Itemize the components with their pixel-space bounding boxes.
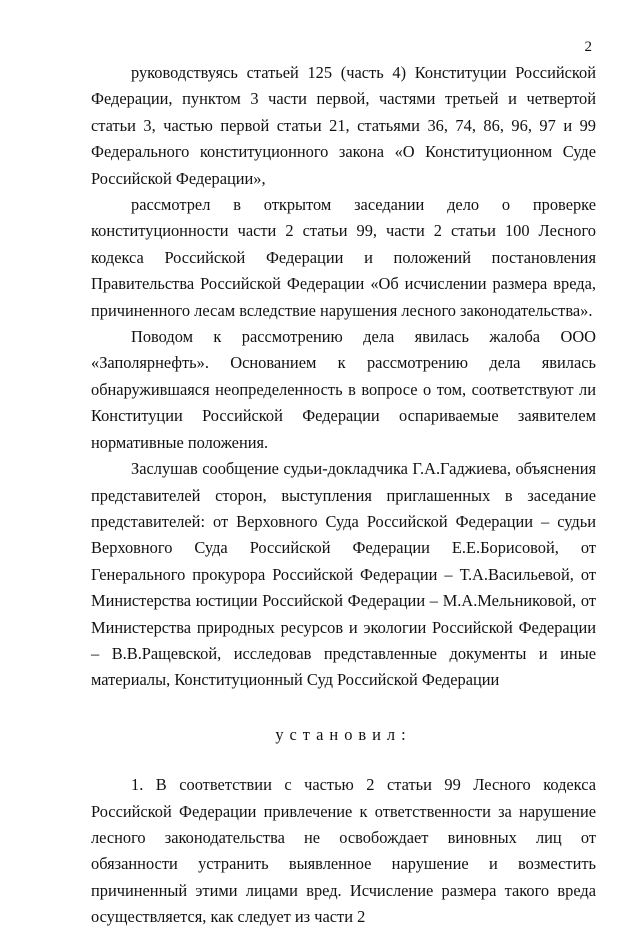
page-number: 2 — [584, 39, 592, 55]
section-heading-established: установил: — [275, 724, 412, 744]
paragraph-grounds: Поводом к рассмотрению дела явилась жалоба ООО «Заполярнефть». Основанием к рассмотрению дела явилась обнаружившаяся неопределенность в вопросе о том, соответствуют ли Конституции Российской Федерации оспариваемые заявителем нормативные положения. — [91, 327, 596, 452]
document-body — [91, 60, 596, 931]
paragraph-case-subject: рассмотрел в открытом заседании дело о проверке конституционности части 2 статьи 99, части 2 статьи 100 Лесного кодекса Российской Федерации и положений постановления Правительства Российской Федерации «Об исчислении размера вреда, причиненного лесам вследствие нарушения лесного законодательства». — [91, 195, 596, 320]
paragraph-legal-basis: руководствуясь статьей 125 (часть 4) Конституции Российской Федерации, пунктом 3 части первой, частями третьей и четвертой статьи 3, частью первой статьи 21, статьями 36, 74, 86, 96, 97 и 99 Федерального конституционного закона «О Конституционном Суде Российской Федерации», — [91, 63, 596, 188]
paragraph-hearing-participants: Заслушав сообщение судьи-докладчика Г.А.Гаджиева, объяснения представителей сторон, выступления приглашенных в заседание представителей: от Верховного Суда Российской Федерации – судьи Верховного Суда Российской Федерации Е.Е.Борисовой, от Генерального прокурора Российской Федерации – Т.А.Васильевой, от Министерства юстиции Российской Федерации – М.А.Мельниковой, от Министерства природных ресурсов и экологии Российской Федерации – В.В.Ращевской, исследовав представленные документы и иные материалы, Конституционный Суд Российской Федерации — [91, 459, 596, 690]
paragraph-point-1: 1. В соответствии с частью 2 статьи 99 Лесного кодекса Российской Федерации привлечение к ответственности за нарушение лесного законодательства не освобождает виновных лиц от обязанности устранить выявленное нарушение и возместить причиненный этими лицами вред. Исчисление размера такого вреда осуществляется, как следует из части 2 — [91, 775, 596, 927]
